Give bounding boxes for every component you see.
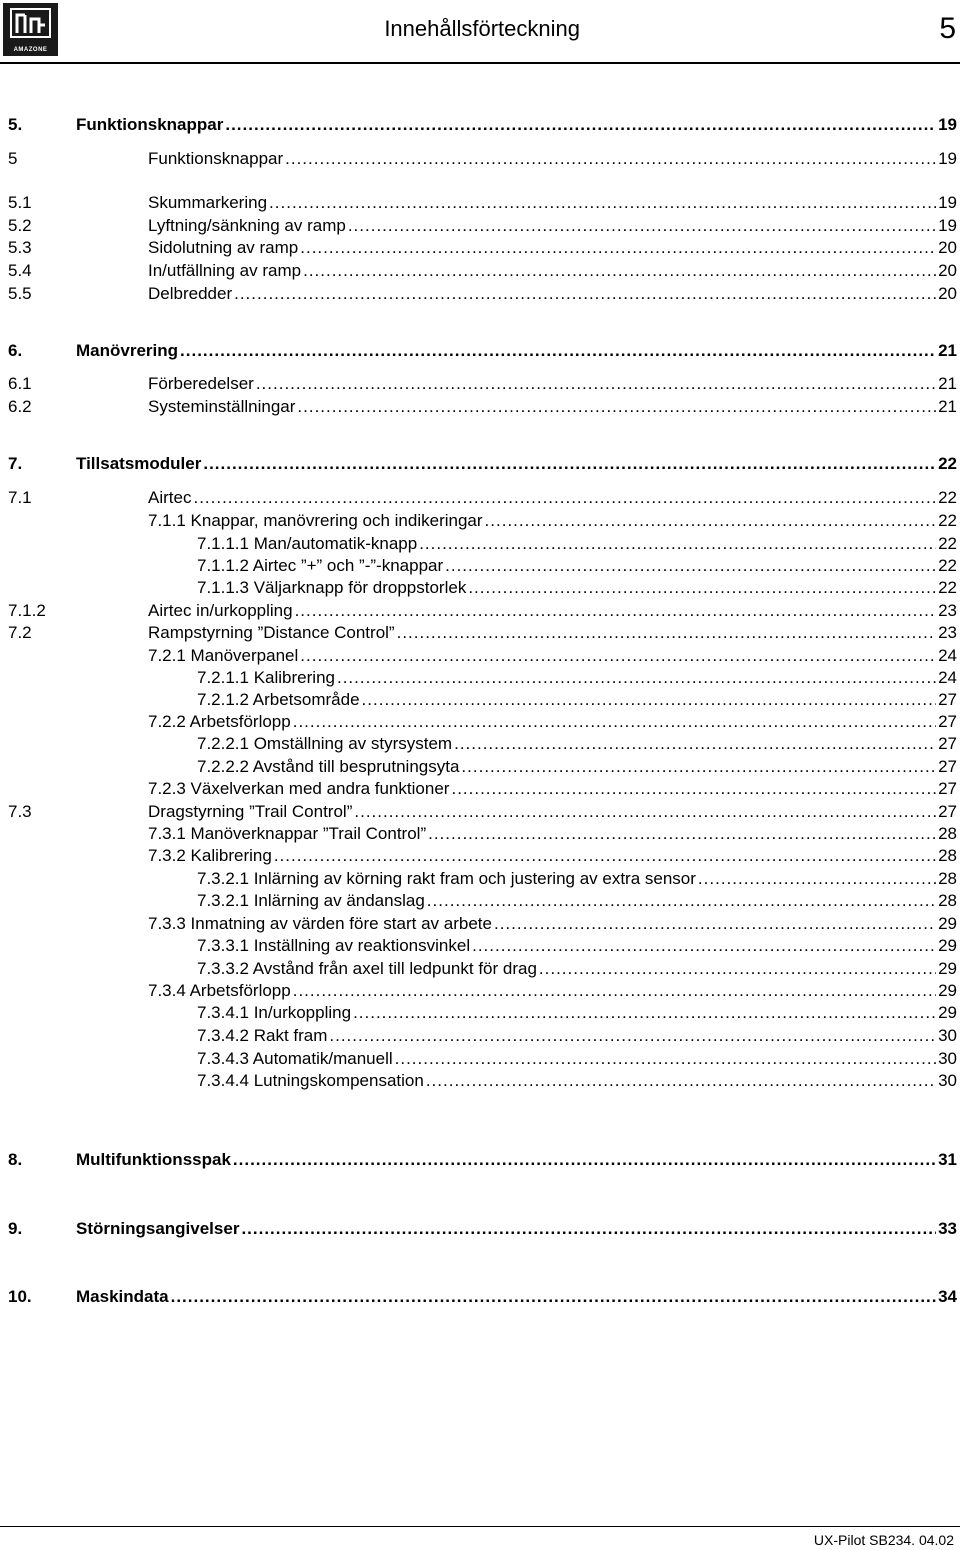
toc-entry-title: In/utfällning av ramp (148, 261, 302, 280)
toc-entry[interactable] (0, 646, 960, 666)
dot-leader (329, 1026, 936, 1046)
toc-entry-leader (148, 397, 957, 417)
toc-entry[interactable] (0, 149, 960, 169)
toc-entry-page: 33 (938, 1219, 957, 1238)
dot-leader (300, 238, 936, 258)
toc-entry-page: 22 (938, 488, 957, 507)
toc-entry-leader (76, 454, 957, 474)
page-number: 5 (939, 12, 956, 45)
dot-leader (171, 1287, 936, 1307)
toc-entry-page: 23 (938, 601, 957, 620)
toc-entry-page: 28 (938, 824, 957, 843)
toc-entry-page: 22 (938, 511, 957, 530)
toc-entry-leader (148, 981, 957, 1001)
toc-entry[interactable] (0, 712, 960, 732)
toc-entry-number: 6. (8, 341, 23, 360)
toc-entry-leader (197, 556, 957, 576)
toc-entry-title: 7.2.1.2 Arbetsområde (197, 690, 360, 709)
toc-entry-title: Delbredder (148, 284, 233, 303)
toc-entry-leader (148, 601, 957, 621)
toc-entry-title: 7.3.2.1 Inlärning av ändanslag (197, 891, 425, 910)
toc-entry-title: Förberedelser (148, 374, 254, 393)
toc-entry[interactable] (0, 981, 960, 1001)
toc-entry[interactable] (0, 397, 960, 417)
toc-entry-page: 28 (938, 869, 957, 888)
toc-entry-leader (197, 959, 957, 979)
toc-entry-title: Funktionsknappar (76, 115, 224, 134)
toc-entry[interactable] (0, 757, 960, 777)
toc-entry-page: 19 (938, 193, 957, 212)
dot-leader (293, 712, 936, 732)
toc-entry-page: 28 (938, 846, 957, 865)
toc-entry[interactable] (0, 959, 960, 979)
toc-entry-page: 30 (938, 1049, 957, 1068)
page-title: Innehållsförteckning (384, 16, 580, 41)
toc-entry-page: 23 (938, 623, 957, 642)
toc-entry[interactable] (0, 454, 960, 474)
toc-entry-leader (197, 757, 957, 777)
toc-entry-number: 8. (8, 1150, 23, 1169)
dot-leader (337, 668, 936, 688)
toc-entry[interactable] (0, 779, 960, 799)
toc-entry[interactable] (0, 374, 960, 394)
toc-entry-page: 27 (938, 734, 957, 753)
toc-entry-page: 21 (938, 397, 957, 416)
toc-entry-title: Airtec (148, 488, 192, 507)
toc-entry-leader (148, 846, 957, 866)
toc-entry[interactable] (0, 1071, 960, 1091)
toc-entry-leader (76, 341, 957, 361)
toc-entry[interactable] (0, 802, 960, 822)
toc-entry-page: 29 (938, 936, 957, 955)
toc-entry-page: 29 (938, 959, 957, 978)
toc-entry-title: Lyftning/sänkning av ramp (148, 216, 346, 235)
dot-leader (348, 216, 936, 236)
toc-entry-number: 9. (8, 1219, 23, 1238)
toc-entry[interactable] (0, 824, 960, 844)
toc-entry-title: 7.3.2 Kalibrering (148, 846, 272, 865)
dot-leader (354, 802, 936, 822)
toc-entry-page: 31 (938, 1150, 957, 1169)
toc-entry[interactable] (0, 578, 960, 598)
dot-leader (203, 454, 936, 474)
footer-divider (0, 1526, 960, 1527)
dot-leader (427, 891, 936, 911)
toc-entry-title: 7.3.1 Manöverknappar ”Trail Control” (148, 824, 427, 843)
toc-entry-leader (148, 712, 957, 732)
dot-leader (397, 623, 936, 643)
toc-entry-page: 29 (938, 1003, 957, 1022)
toc-entry-page: 24 (938, 668, 957, 687)
toc-entry-title: 7.1.1 Knappar, manövrering och indikeringar (148, 511, 483, 530)
dot-leader (234, 284, 936, 304)
dot-leader (300, 646, 936, 666)
dot-leader (303, 261, 936, 281)
toc-entry-title: 7.2.2.1 Omställning av styrsystem (197, 734, 453, 753)
toc-entry-title: 7.2.2.2 Avstånd till besprutningsyta (197, 757, 460, 776)
toc-entry-title: 7.3.4 Arbetsförlopp (148, 981, 291, 1000)
toc-entry-title: 7.3.3.2 Avstånd från axel till ledpunkt för drag (197, 959, 537, 978)
toc-entry-leader (148, 374, 957, 394)
toc-entry-leader (197, 1003, 957, 1023)
toc-entry[interactable] (0, 690, 960, 710)
toc-entry-leader (197, 578, 957, 598)
toc-entry-number: 10. (8, 1287, 32, 1306)
toc-entry-title: Rampstyrning ”Distance Control” (148, 623, 395, 642)
toc-entry-title: 7.3.4.1 In/urkoppling (197, 1003, 352, 1022)
toc-entry-title: 7.1.1.1 Man/automatik-knapp (197, 534, 418, 553)
toc-entry-title: 7.2.1 Manöverpanel (148, 646, 299, 665)
dot-leader (395, 1049, 936, 1069)
toc-entry-leader (197, 690, 957, 710)
toc-entry-page: 22 (938, 578, 957, 597)
dot-leader (295, 601, 937, 621)
toc-entry-page: 24 (938, 646, 957, 665)
dot-leader (419, 534, 936, 554)
toc-entry-page: 27 (938, 712, 957, 731)
dot-leader (285, 149, 936, 169)
dot-leader (468, 578, 936, 598)
toc-entry-leader (197, 668, 957, 688)
toc-entry[interactable] (0, 488, 960, 508)
toc-entry[interactable] (0, 193, 960, 213)
dot-leader (225, 115, 936, 135)
toc-entry-title: 7.2.2 Arbetsförlopp (148, 712, 291, 731)
toc-entry-title: Skummarkering (148, 193, 268, 212)
toc-entry-number: 7.2 (8, 623, 32, 642)
dot-leader (274, 846, 936, 866)
toc-entry-page: 21 (938, 374, 957, 393)
toc-entry[interactable] (0, 238, 960, 258)
toc-entry[interactable] (0, 341, 960, 361)
toc-entry-page: 28 (938, 891, 957, 910)
toc-entry[interactable] (0, 869, 960, 889)
toc-entry-title: 7.3.2.1 Inlärning av körning rakt fram och justering av extra sensor (197, 869, 696, 888)
toc-entry-leader (76, 115, 957, 135)
dot-leader (256, 374, 936, 394)
toc-entry-leader (197, 891, 957, 911)
toc-entry-page: 27 (938, 802, 957, 821)
toc-entry-leader (148, 914, 957, 934)
toc-entry[interactable] (0, 936, 960, 956)
dot-leader (426, 1071, 936, 1091)
toc-entry-leader (197, 1026, 957, 1046)
toc-entry-leader (76, 1287, 957, 1307)
toc-entry[interactable] (0, 534, 960, 554)
toc-entry-leader (148, 488, 957, 508)
toc-entry-page: 22 (938, 454, 957, 473)
toc-entry-title: Manövrering (76, 341, 179, 360)
dot-leader (454, 734, 936, 754)
toc-entry-title: 7.3.3.1 Inställning av reaktionsvinkel (197, 936, 471, 955)
toc-entry[interactable] (0, 1150, 960, 1170)
toc-entry-leader (148, 261, 957, 281)
toc-entry-number: 6.1 (8, 374, 32, 393)
toc-entry-leader (76, 1219, 957, 1239)
toc-entry[interactable] (0, 284, 960, 304)
toc-entry-number: 5.2 (8, 216, 32, 235)
toc-entry[interactable] (0, 1287, 960, 1307)
toc-entry-number: 5.5 (8, 284, 32, 303)
toc-entry-leader (148, 238, 957, 258)
toc-entry-title: 7.2.1.1 Kalibrering (197, 668, 335, 687)
dot-leader (539, 959, 936, 979)
toc-entry-title: Maskindata (76, 1287, 169, 1306)
dot-leader (180, 341, 936, 361)
toc-entry[interactable] (0, 556, 960, 576)
toc-entry-leader (148, 802, 957, 822)
toc-entry-number: 5 (8, 149, 18, 168)
toc-entry-number: 7.1.2 (8, 601, 46, 620)
toc-entry-page: 19 (938, 149, 957, 168)
toc-entry-leader (148, 646, 957, 666)
toc-entry[interactable] (0, 1003, 960, 1023)
toc-entry-leader (197, 534, 957, 554)
toc-entry-number: 5.1 (8, 193, 32, 212)
logo-text: AMAZONE (13, 47, 48, 53)
toc-entry-page: 21 (938, 341, 957, 360)
toc-entry-leader (148, 779, 957, 799)
dot-leader (472, 936, 936, 956)
toc-entry-page: 22 (938, 556, 957, 575)
toc-entry[interactable] (0, 261, 960, 281)
toc-entry-page: 30 (938, 1071, 957, 1090)
dot-leader (451, 779, 936, 799)
dot-leader (445, 556, 936, 576)
toc-entry[interactable] (0, 1049, 960, 1069)
toc-entry-page: 27 (938, 757, 957, 776)
toc-entry[interactable] (0, 668, 960, 688)
toc-entry-title: 7.1.1.2 Airtec ”+” och ”-”-knappar (197, 556, 444, 575)
dot-leader (362, 690, 937, 710)
toc-entry-title: Systeminställningar (148, 397, 296, 416)
toc-entry-number: 5. (8, 115, 23, 134)
toc-entry-page: 27 (938, 690, 957, 709)
dot-leader (698, 869, 936, 889)
toc-entry-page: 30 (938, 1026, 957, 1045)
header-divider (0, 62, 960, 64)
toc-entry-leader (148, 284, 957, 304)
toc-entry-number: 7. (8, 454, 23, 473)
toc-entry-page: 34 (938, 1287, 957, 1306)
toc-entry-number: 5.3 (8, 238, 32, 257)
toc-entry-leader (148, 149, 957, 169)
toc-entry-page: 19 (938, 115, 957, 134)
toc-entry[interactable] (0, 891, 960, 911)
toc-entry-leader (197, 869, 957, 889)
dot-leader (293, 981, 936, 1001)
dot-leader (353, 1003, 936, 1023)
toc-entry[interactable] (0, 1219, 960, 1239)
toc-entry-leader (148, 193, 957, 213)
toc-entry-title: Störningsangivelser (76, 1219, 240, 1238)
toc-entry-leader (148, 511, 957, 531)
toc-entry-page: 20 (938, 261, 957, 280)
toc-entry-title: Airtec in/urkoppling (148, 601, 293, 620)
toc-entry-title: 7.3.3 Inmatning av värden före start av arbete (148, 914, 492, 933)
toc-entry-title: 7.2.3 Växelverkan med andra funktioner (148, 779, 450, 798)
toc-entry-title: 7.1.1.3 Väljarknapp för droppstorlek (197, 578, 467, 597)
toc-entry-page: 20 (938, 284, 957, 303)
dot-leader (428, 824, 936, 844)
toc-entry-title: 7.3.4.4 Lutningskompensation (197, 1071, 424, 1090)
toc-entry-leader (197, 936, 957, 956)
dot-leader (241, 1219, 936, 1239)
dot-leader (494, 914, 936, 934)
toc-entry-leader (148, 623, 957, 643)
dot-leader (269, 193, 936, 213)
toc-entry-title: 7.3.4.3 Automatik/manuell (197, 1049, 393, 1068)
toc-entry[interactable] (0, 734, 960, 754)
toc-entry[interactable] (0, 846, 960, 866)
toc-entry-leader (197, 1071, 957, 1091)
toc-entry-page: 29 (938, 981, 957, 1000)
dot-leader (461, 757, 936, 777)
toc-entry-leader (148, 824, 957, 844)
toc-entry-page: 29 (938, 914, 957, 933)
toc-entry[interactable] (0, 1026, 960, 1046)
toc-entry-page: 27 (938, 779, 957, 798)
toc-entry-number: 5.4 (8, 261, 32, 280)
toc-entry-page: 22 (938, 534, 957, 553)
toc-entry-number: 6.2 (8, 397, 32, 416)
toc-entry-title: Sidolutning av ramp (148, 238, 299, 257)
dot-leader (233, 1150, 936, 1170)
toc-entry[interactable] (0, 216, 960, 236)
toc-entry[interactable] (0, 601, 960, 621)
toc-entry[interactable] (0, 914, 960, 934)
toc-entry-leader (76, 1150, 957, 1170)
toc-entry-leader (197, 1049, 957, 1069)
toc-entry-title: 7.3.4.2 Rakt fram (197, 1026, 328, 1045)
toc-entry-number: 7.1 (8, 488, 32, 507)
toc-entry-leader (148, 216, 957, 236)
dot-leader (193, 488, 936, 508)
dot-leader (485, 511, 937, 531)
toc-entry-page: 19 (938, 216, 957, 235)
toc-entry-title: Multifunktionsspak (76, 1150, 231, 1169)
toc-entry-title: Funktionsknappar (148, 149, 284, 168)
toc-entry[interactable] (0, 623, 960, 643)
toc-entry[interactable] (0, 115, 960, 135)
toc-entry[interactable] (0, 511, 960, 531)
footer-text: UX-Pilot SB234. 04.02 (813, 1532, 954, 1548)
toc-entry-page: 20 (938, 238, 957, 257)
toc-entry-leader (197, 734, 957, 754)
toc-entry-number: 7.3 (8, 802, 32, 821)
dot-leader (297, 397, 936, 417)
toc-entry-title: Dragstyrning ”Trail Control” (148, 802, 353, 821)
toc-entry-title: Tillsatsmoduler (76, 454, 202, 473)
